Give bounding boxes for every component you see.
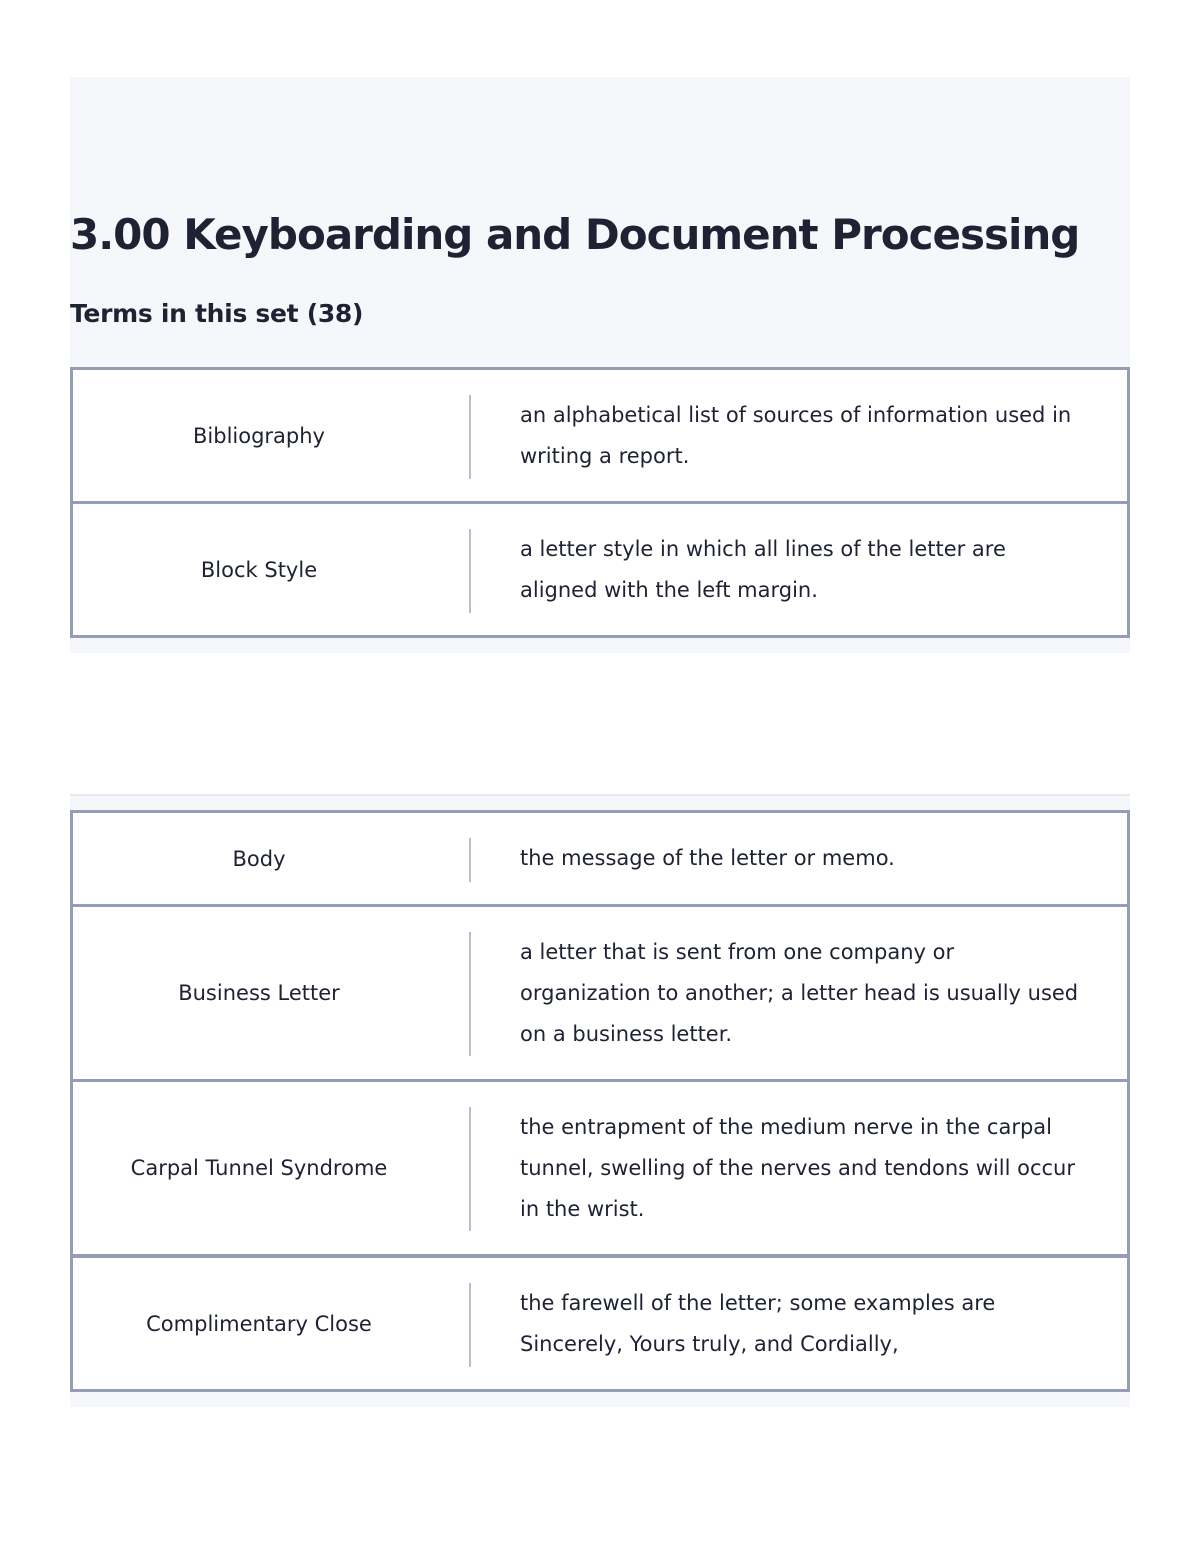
definition-text: a letter that is sent from one company or organization to another; a letter head is usually used on a business letter. — [520, 939, 1079, 1046]
term-text: Block Style — [200, 557, 318, 582]
page-title: 3.00 Keyboarding and Document Processing — [70, 210, 1080, 259]
definition-text: an alphabetical list of sources of information used in writing a report. — [520, 402, 1072, 468]
term-card[interactable] — [70, 904, 1130, 1082]
term-text: Bibliography — [193, 423, 325, 448]
card-divider — [469, 1283, 471, 1367]
term-text: Complimentary Close — [146, 1311, 372, 1336]
term-text: Carpal Tunnel Syndrome — [130, 1156, 388, 1180]
term-list-panel — [70, 794, 1130, 1407]
set-header-panel — [70, 77, 1130, 653]
definition-text: the message of the letter or memo. — [520, 846, 895, 870]
definition-text: the entrapment of the medium nerve in the carpal tunnel, swelling of the nerves and tendons will occur in the wrist. — [520, 1114, 1075, 1221]
card-divider — [469, 395, 471, 479]
term-card[interactable] — [70, 501, 1130, 638]
card-divider — [469, 932, 471, 1056]
card-divider — [469, 529, 471, 613]
card-divider — [469, 838, 471, 882]
term-text: Body — [232, 846, 286, 871]
card-divider — [469, 1107, 471, 1231]
terms-count-heading: Terms in this set (38) — [70, 299, 364, 328]
term-card[interactable] — [70, 1255, 1130, 1392]
definition-text: the farewell of the letter; some examples are Sincerely, Yours truly, and Cordially, — [520, 1290, 996, 1356]
term-text: Business Letter — [178, 981, 340, 1005]
definition-text: a letter style in which all lines of the letter are aligned with the left margin. — [520, 536, 1006, 602]
term-card[interactable] — [70, 810, 1130, 907]
term-card[interactable] — [70, 1079, 1130, 1257]
term-card[interactable] — [70, 367, 1130, 504]
